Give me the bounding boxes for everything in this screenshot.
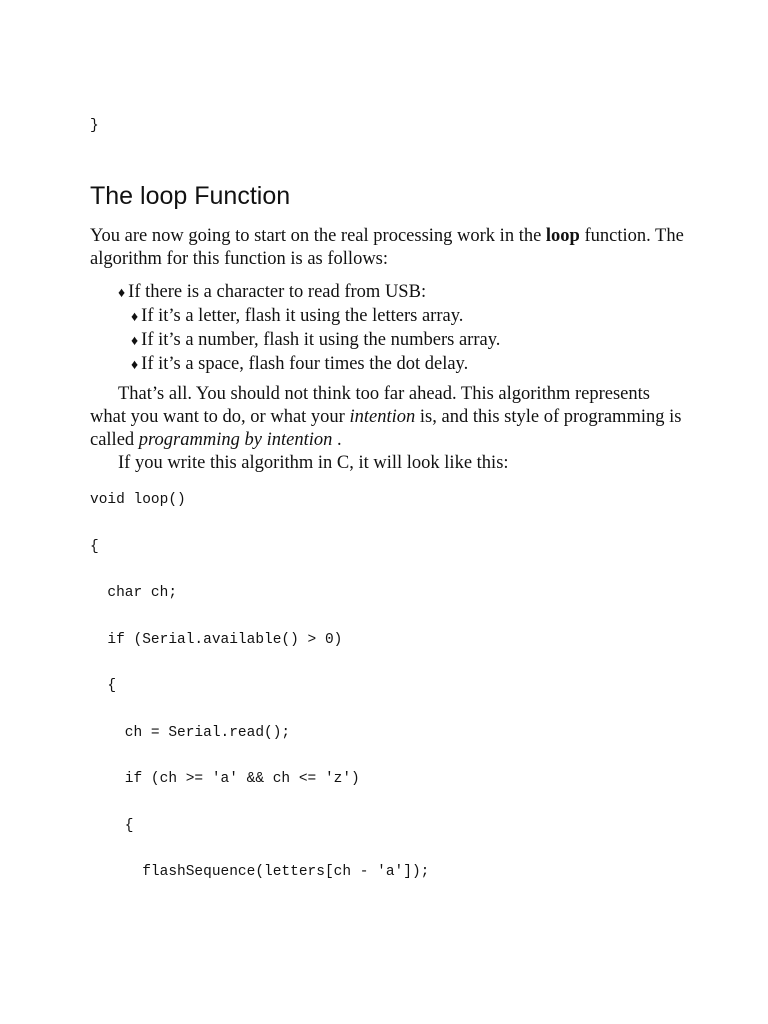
code-line: {	[90, 818, 134, 834]
intro-paragraph	[90, 225, 685, 271]
algorithm-list	[118, 281, 500, 377]
italic-programming-by-intention: programming by intention	[138, 430, 333, 450]
diamond-bullet-icon: ♦	[118, 286, 126, 301]
diamond-bullet-icon: ♦	[131, 310, 139, 325]
diamond-bullet-icon: ♦	[131, 334, 139, 349]
intro-text-after: function. The algorithm for this function is as follows:	[90, 226, 684, 269]
code-line: if (Serial.available() > 0)	[90, 632, 343, 648]
code-line: void loop()	[90, 492, 186, 508]
paragraph-text: is, and this style of programming is called	[90, 407, 682, 450]
list-item	[118, 353, 500, 377]
list-item-text: If it’s a number, flash it using the numbers array.	[141, 330, 501, 350]
list-item-text: If there is a character to read from USB:	[128, 282, 427, 302]
code-line: flashSequence(letters[ch - 'a']);	[90, 864, 430, 880]
code-line: {	[90, 678, 117, 694]
document-page	[90, 0, 690, 1024]
c-intro-paragraph: If you write this algorithm in C, it will look like this:	[118, 453, 509, 473]
list-item	[118, 305, 500, 329]
paragraph-text: That’s all. You should not think too far ahead. This algorithm represents what you want to do, or what your	[90, 384, 650, 427]
paragraph-text: .	[332, 430, 342, 450]
code-line: if (ch >= 'a' && ch <= 'z')	[90, 771, 360, 787]
code-line: char ch;	[90, 585, 178, 601]
code-line: ch = Serial.read();	[90, 725, 291, 741]
list-item-text: If it’s a space, flash four times the dot delay.	[141, 354, 469, 374]
diamond-bullet-icon: ♦	[131, 358, 139, 373]
list-item	[118, 329, 500, 353]
list-item-text: If it’s a letter, flash it using the letters array.	[141, 306, 464, 326]
intro-bold-loop: loop	[545, 226, 580, 246]
italic-intention: intention	[349, 407, 416, 427]
code-line: {	[90, 539, 99, 555]
intro-text-before: You are now going to start on the real processing work in the	[90, 226, 546, 246]
intention-paragraph	[90, 383, 685, 452]
code-closing-brace: }	[90, 118, 99, 134]
section-heading: The loop Function	[90, 182, 291, 210]
list-item	[118, 281, 500, 305]
